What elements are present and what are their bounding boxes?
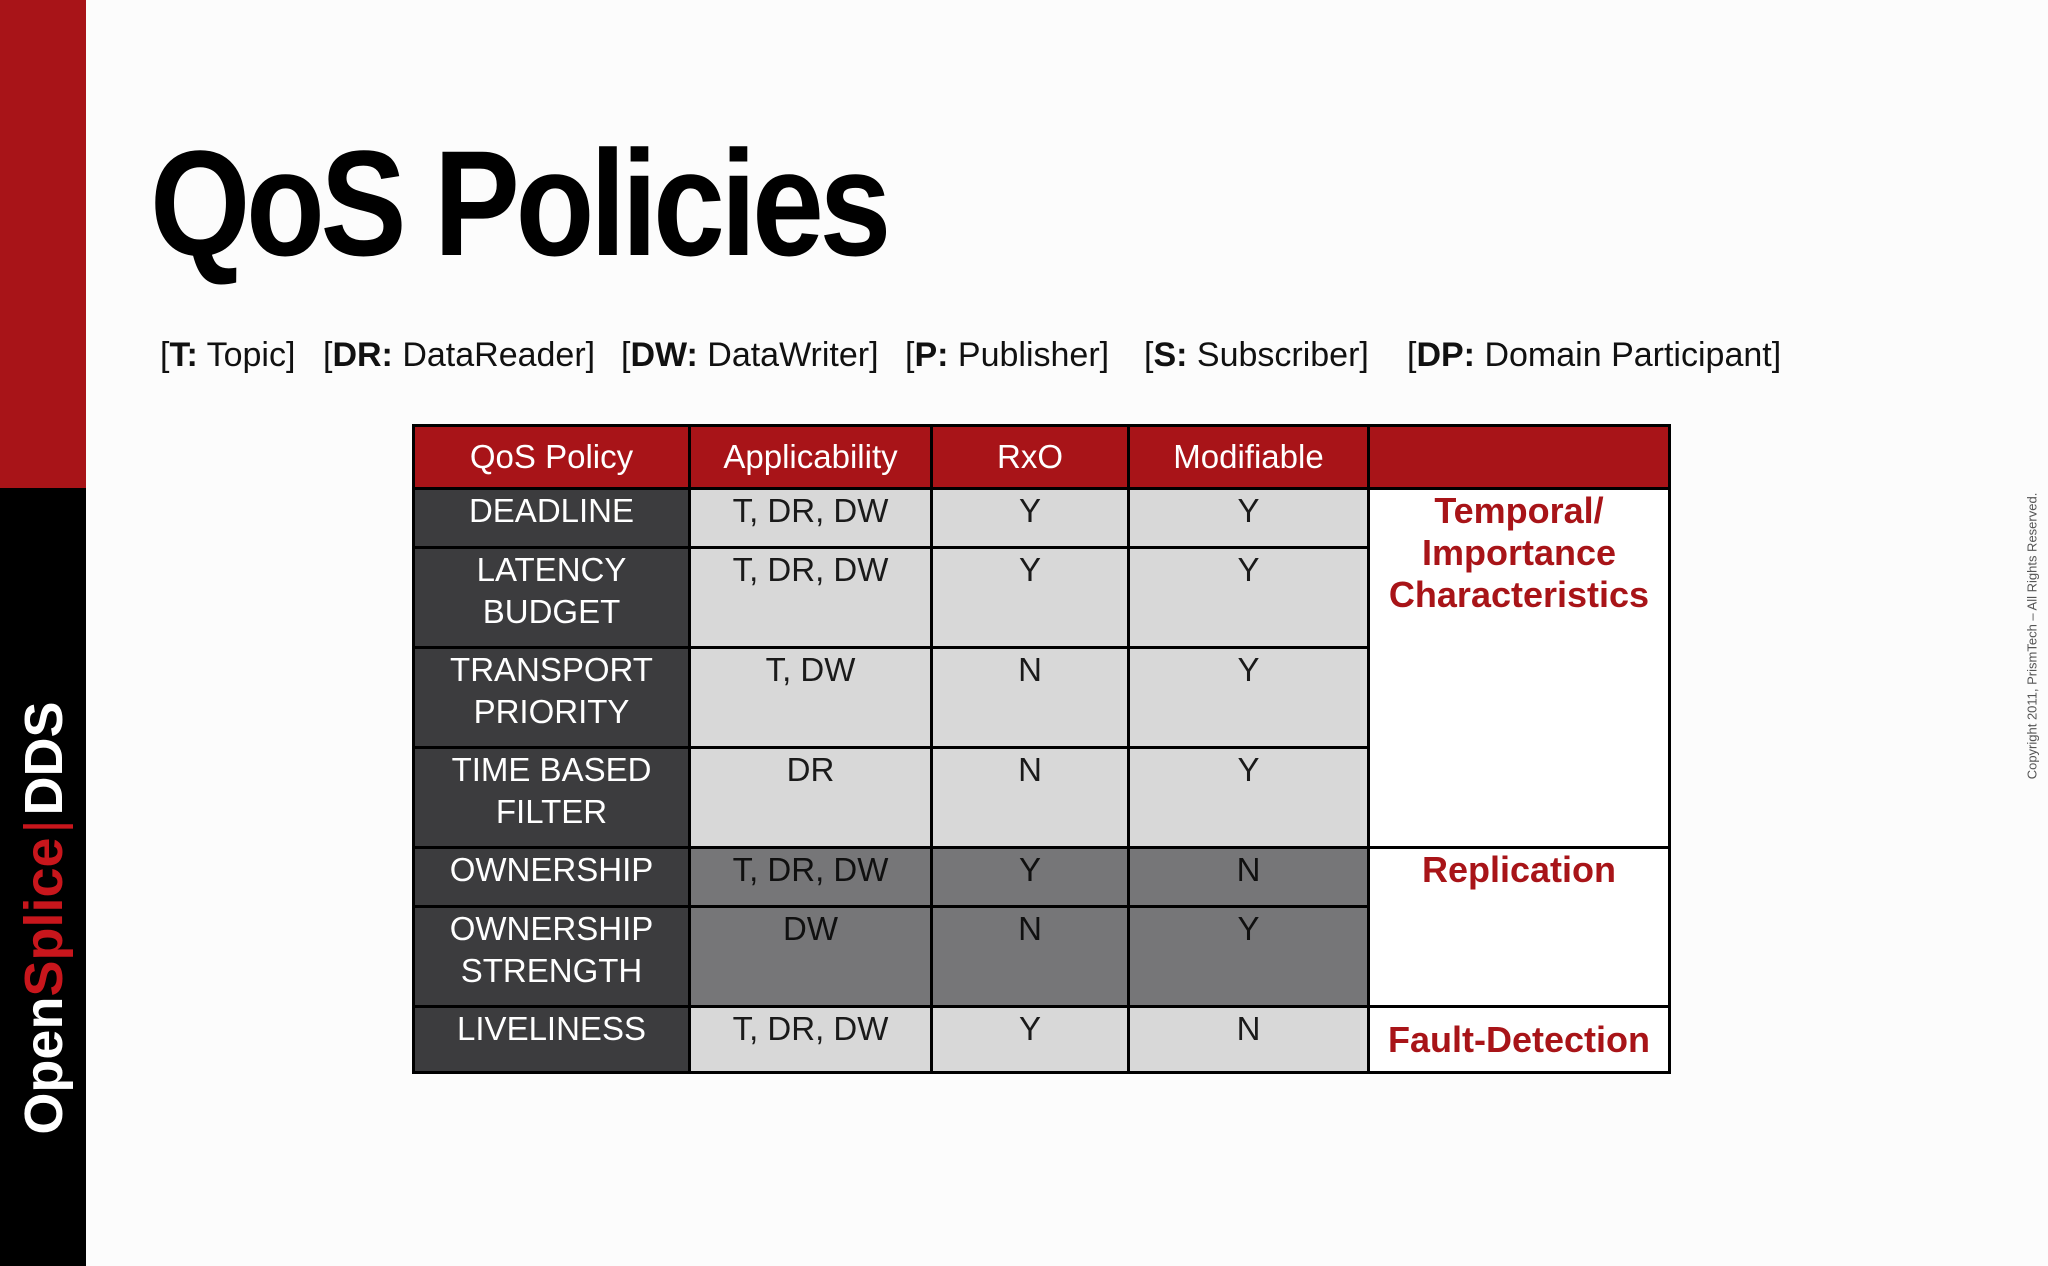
brand-logo (13, 701, 75, 1134)
header-category (1369, 426, 1670, 489)
modifiable-cell: Y (1129, 648, 1369, 748)
qos-table (412, 424, 1671, 1074)
rxo-cell: N (932, 748, 1129, 848)
legend-item-domain-participant: [DP: Domain Participant] (1407, 336, 1782, 374)
sidebar-red-band (0, 0, 86, 488)
policy-cell: OWNERSHIP STRENGTH (414, 907, 690, 1007)
table-row (414, 1007, 1670, 1073)
modifiable-cell: Y (1129, 489, 1369, 548)
copyright-notice: Copyright 2011, PrismTech – All Rights Reserved. (2024, 492, 2040, 780)
applicability-cell: T, DR, DW (690, 848, 932, 907)
rxo-cell: Y (932, 489, 1129, 548)
legend-item-publisher: [P: Publisher] (905, 336, 1110, 374)
table-row (414, 848, 1670, 907)
legend-item-subscriber: [S: Subscriber] (1144, 336, 1369, 374)
policy-cell: LATENCY BUDGET (414, 548, 690, 648)
header-rxo: RxO (932, 426, 1129, 489)
applicability-cell: T, DR, DW (690, 1007, 932, 1073)
modifiable-cell: Y (1129, 907, 1369, 1007)
page-title: QoS Policies (150, 119, 888, 287)
applicability-cell: T, DW (690, 648, 932, 748)
brand-splice: Splice (14, 837, 74, 997)
policy-cell: LIVELINESS (414, 1007, 690, 1073)
table-header-row (414, 426, 1670, 489)
category-replication: Replication (1369, 848, 1670, 1007)
legend-item-datareader: [DR: DataReader] (323, 336, 596, 374)
applicability-cell: DR (690, 748, 932, 848)
modifiable-cell: Y (1129, 548, 1369, 648)
applicability-cell: T, DR, DW (690, 548, 932, 648)
applicability-cell: DW (690, 907, 932, 1007)
rxo-cell: N (932, 648, 1129, 748)
table-row (414, 489, 1670, 548)
applicability-cell: T, DR, DW (690, 489, 932, 548)
policy-cell: OWNERSHIP (414, 848, 690, 907)
policy-cell: TRANSPORT PRIORITY (414, 648, 690, 748)
rxo-cell: N (932, 907, 1129, 1007)
header-modifiable: Modifiable (1129, 426, 1369, 489)
modifiable-cell: N (1129, 1007, 1369, 1073)
legend-item-datawriter: [DW: DataWriter] (621, 336, 879, 374)
rxo-cell: Y (932, 1007, 1129, 1073)
policy-cell: TIME BASED FILTER (414, 748, 690, 848)
category-fault-detection: Fault-Detection (1369, 1007, 1670, 1073)
category-temporal: Temporal/ Importance Characteristics (1369, 489, 1670, 848)
policy-cell: DEADLINE (414, 489, 690, 548)
modifiable-cell: Y (1129, 748, 1369, 848)
header-applicability: Applicability (690, 426, 932, 489)
legend-item-topic: [T: Topic] (160, 336, 296, 374)
brand-open: Open (14, 996, 74, 1135)
brand-dds: DDS (14, 701, 74, 816)
brand-separator: | (14, 819, 74, 834)
rxo-cell: Y (932, 548, 1129, 648)
modifiable-cell: N (1129, 848, 1369, 907)
header-qos-policy: QoS Policy (414, 426, 690, 489)
rxo-cell: Y (932, 848, 1129, 907)
